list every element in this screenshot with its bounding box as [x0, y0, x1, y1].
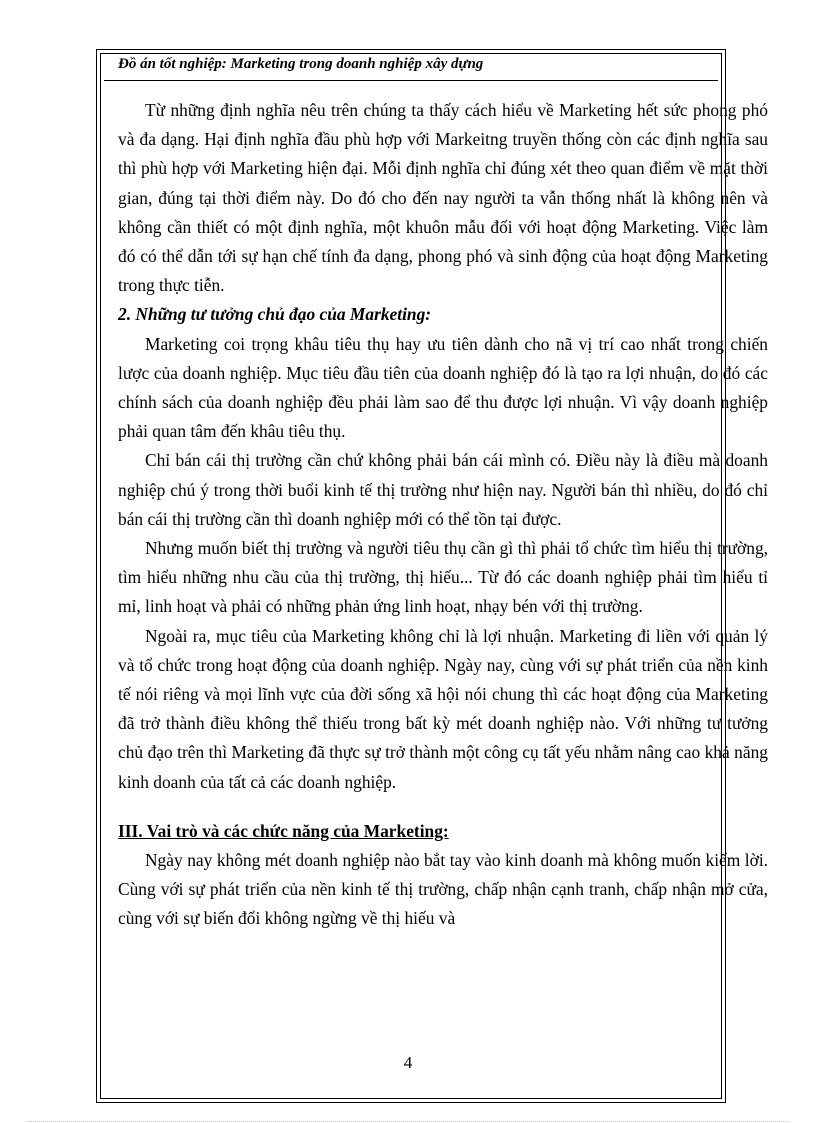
- paragraph-definitions: Từ những định nghĩa nêu trên chúng ta thấy cách hiểu về Marketing hết sức phong phó và đa dạng. Hại định nghĩa đầu phù hợp với Markeitng truyền thống còn các định nghĩa sau thì phù hợp với Marketing hiện đại. Mỗi định nghĩa chỉ đúng xét theo quan điểm về mặt thời gian, đúng tại thời điểm này. Do đó cho đến nay người ta vẫn thống nhất là không nên và không cần thiết có một định nghĩa, một khuôn mẫu đối với hoạt động Marketing. Việc làm đó có thể dẫn tới sự hạn chế tính đa dạng, phong phó và sinh động của hoạt động Marketing trong thực tiễn.: [118, 100, 768, 296]
- page-number: 4: [403, 1053, 413, 1072]
- running-header: Đồ án tốt nghiệp: Marketing trong doanh nghiệp xây dựng: [118, 56, 484, 72]
- header-rule: [104, 80, 718, 81]
- paragraph-market-research: Nhưng muốn biết thị trường và người tiêu thụ cần gì thì phải tổ chức tìm hiểu thị trường, tìm hiểu những nhu cầu của thị trường, thị hiếu... Từ đó các doanh nghiệp phải tìm hiểu tỉ mỉ, linh hoạt và phải có những phản ứng linh hoạt, nhạy bén với thị trường.: [118, 538, 768, 617]
- page-content: [118, 96, 768, 934]
- paragraph-role: Ngày nay không mét doanh nghiệp nào bắt tay vào kinh doanh mà không muốn kiếm lời. Cùng với sự phát triển của nền kinh tế thị trường, chấp nhận cạnh tranh, chấp nhận mở cửa, cùng với sự biến đổi không ngừng về thị hiếu và: [118, 850, 768, 929]
- paragraph-goals: Ngoài ra, mục tiêu của Marketing không chỉ là lợi nhuận. Marketing đi liền với quản lý và tổ chức trong hoạt động của doanh nghiệp. Ngày nay, cùng với sự phát triển của nền kinh tế nói riêng và mọi lĩnh vực của đời sống xã hội nói chung thì các hoạt động của Marketing đã trở thành điều không thể thiếu trong bất kỳ mét doanh nghiệp nào. Với những tư tưởng chủ đạo trên thì Marketing đã thực sự trở thành một công cụ tất yếu nhằm nâng cao khả năng kinh doanh của tất cả các doanh nghiệp.: [118, 625, 768, 792]
- page-bottom-divider: [28, 1121, 788, 1122]
- section-heading-2: 2. Những tư tưởng chủ đạo của Marketing:: [118, 304, 432, 325]
- paragraph-market-needs: Chỉ bán cái thị trường cần chứ không phải bán cái mình có. Điều này là điều mà doanh nghiệp chú ý trong thời buổi kinh tế thị trường như hiện nay. Người bán thì nhiều, do đó chỉ bán cái thị trường cần thì doanh nghiệp mới có thể tồn tại được.: [118, 450, 768, 529]
- section-heading-3: III. Vai trò và các chức năng của Marketing:: [118, 820, 449, 841]
- paragraph-consumption: Marketing coi trọng khâu tiêu thụ hay ưu tiên dành cho nã vị trí cao nhất trong chiến lược của doanh nghiệp. Mục tiêu đầu tiên của doanh nghiệp đó là tạo ra lợi nhuận, do đó các chính sách của doanh nghiệp đều phải làm sao để thu được lợi nhuận. Vì vậy doanh nghiệp phải quan tâm đến khâu tiêu thụ.: [118, 333, 768, 442]
